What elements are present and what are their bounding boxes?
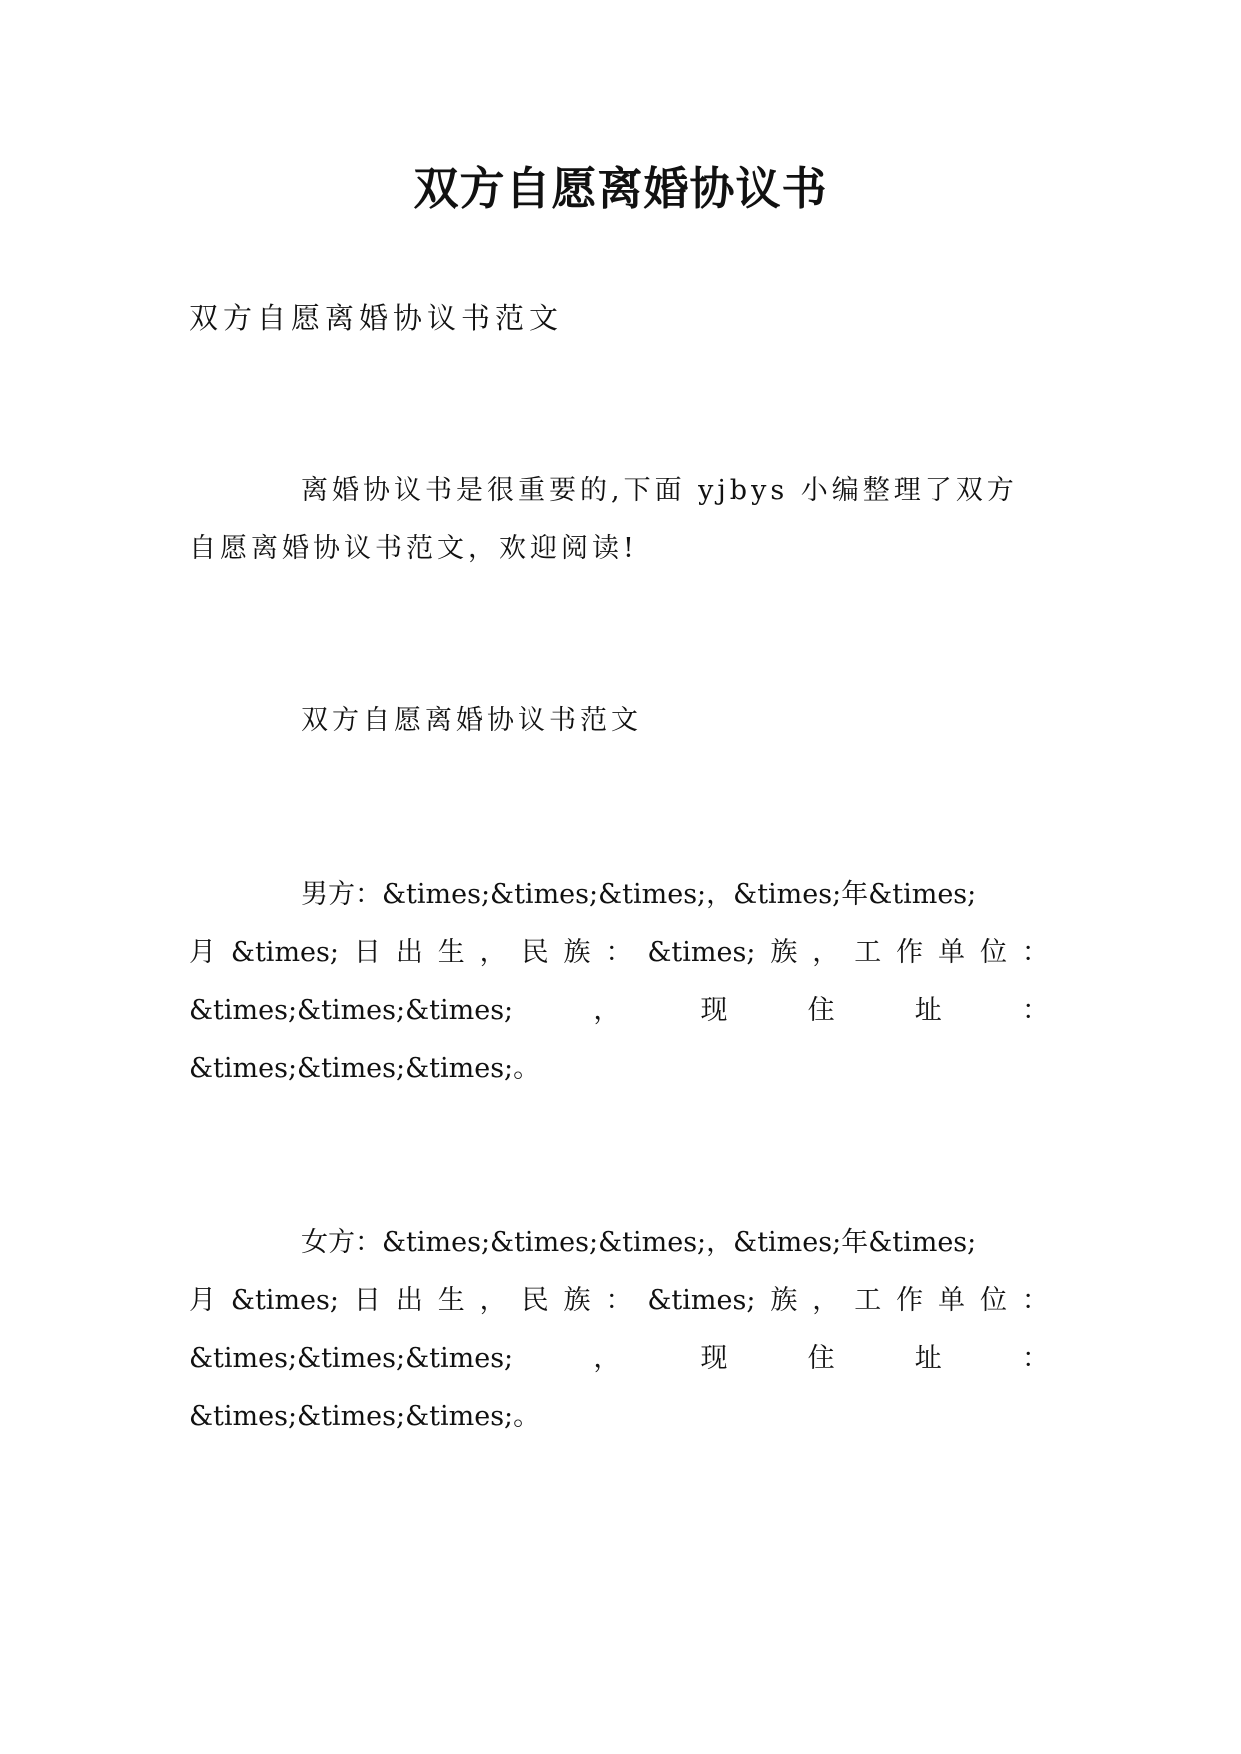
male-line-1: 男方：&times;&times;&times;，&times;年&times; xyxy=(301,879,977,910)
male-text-part: &times; xyxy=(647,937,756,968)
male-line-2 xyxy=(189,924,1049,982)
male-text-part: 生 xyxy=(437,937,465,968)
male-text-part: ， xyxy=(812,937,840,968)
male-text-part: 住 xyxy=(807,995,835,1026)
section-heading-paragraph xyxy=(189,692,1049,750)
female-text-part: &times; xyxy=(647,1285,756,1316)
male-text-part: 工 xyxy=(854,937,882,968)
female-text-part: ， xyxy=(812,1285,840,1316)
female-text-part: 住 xyxy=(807,1343,835,1374)
male-line-3 xyxy=(189,982,1049,1040)
male-text-part: 民 xyxy=(521,937,549,968)
male-text-part: 单 xyxy=(938,937,966,968)
male-line-4: &times;&times;&times;。 xyxy=(189,1053,541,1084)
document-title: 双方自愿离婚协议书 xyxy=(413,162,828,215)
female-text-part: 址 xyxy=(914,1343,942,1374)
male-text-part: 族 xyxy=(770,937,798,968)
female-text-part: 出 xyxy=(395,1285,423,1316)
female-text-part: &times;&times;&times; xyxy=(189,1343,514,1374)
male-text-part: 现 xyxy=(700,995,728,1026)
intro-line-2: 自愿离婚协议书范文，欢迎阅读! xyxy=(189,533,638,564)
female-text-part: &times; xyxy=(230,1285,339,1316)
male-party-paragraph xyxy=(189,866,1049,1098)
female-party-paragraph xyxy=(189,1214,1049,1446)
female-line-1: 女方：&times;&times;&times;，&times;年&times; xyxy=(301,1227,977,1258)
female-text-part: 族 xyxy=(770,1285,798,1316)
female-line-2 xyxy=(189,1272,1049,1330)
male-text-part: ： xyxy=(1021,995,1049,1026)
male-text-part: &times;&times;&times; xyxy=(189,995,514,1026)
document-subtitle: 双方自愿离婚协议书范文 xyxy=(189,301,564,335)
female-text-part: 现 xyxy=(700,1343,728,1374)
male-text-part: ： xyxy=(605,937,633,968)
male-text-part: 位 xyxy=(979,937,1007,968)
male-text-part: 族 xyxy=(563,937,591,968)
section-heading: 双方自愿离婚协议书范文 xyxy=(301,705,642,736)
female-text-part: 月 xyxy=(189,1285,216,1316)
male-text-part: 月 xyxy=(189,937,216,968)
male-text-part: 址 xyxy=(914,995,942,1026)
female-line-3 xyxy=(189,1330,1049,1388)
female-text-part: 作 xyxy=(896,1285,924,1316)
male-text-part: 作 xyxy=(896,937,924,968)
female-text-part: 民 xyxy=(521,1285,549,1316)
female-text-part: 族 xyxy=(563,1285,591,1316)
male-text-part: ： xyxy=(1021,937,1049,968)
male-text-part: 日 xyxy=(353,937,381,968)
male-text-part: &times; xyxy=(230,937,339,968)
female-text-part: 生 xyxy=(437,1285,465,1316)
female-text-part: ， xyxy=(479,1285,507,1316)
female-text-part: 单 xyxy=(938,1285,966,1316)
female-text-part: 位 xyxy=(979,1285,1007,1316)
female-text-part: 日 xyxy=(353,1285,381,1316)
male-text-part: ， xyxy=(479,937,507,968)
female-text-part: ， xyxy=(593,1343,621,1374)
female-text-part: ： xyxy=(1021,1285,1049,1316)
female-text-part: ： xyxy=(1021,1343,1049,1374)
intro-paragraph xyxy=(189,462,1049,578)
intro-line-1: 离婚协议书是很重要的,下面 yjbys 小编整理了双方 xyxy=(301,475,1018,506)
female-line-4: &times;&times;&times;。 xyxy=(189,1401,541,1432)
male-text-part: 出 xyxy=(395,937,423,968)
male-text-part: ， xyxy=(593,995,621,1026)
female-text-part: 工 xyxy=(854,1285,882,1316)
female-text-part: ： xyxy=(605,1285,633,1316)
